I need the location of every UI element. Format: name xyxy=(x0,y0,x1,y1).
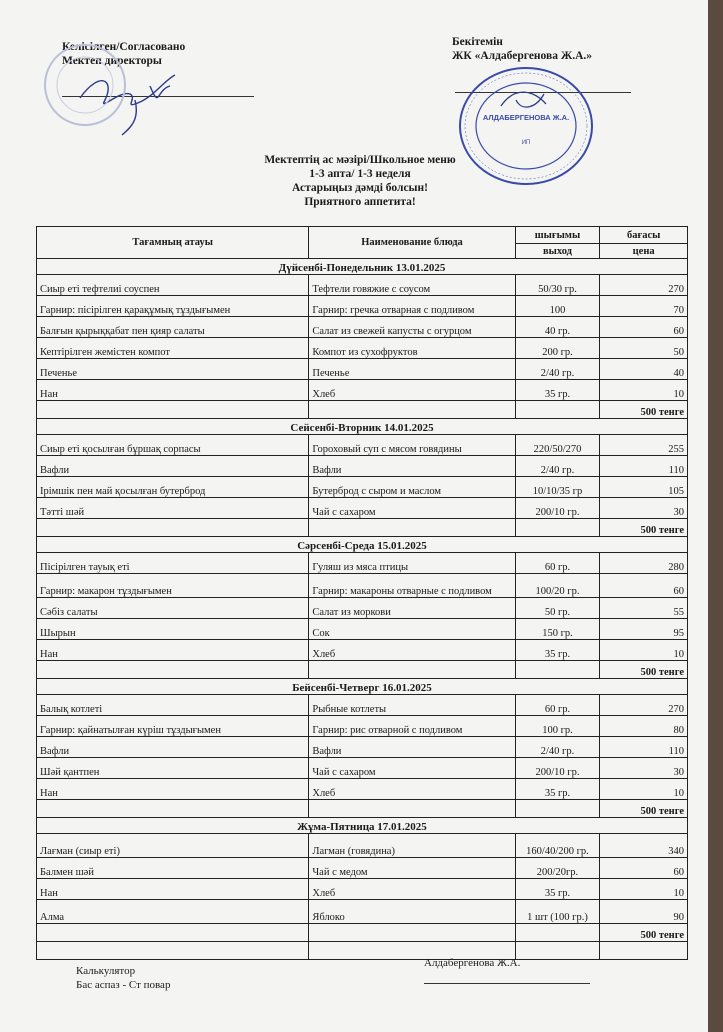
empty-cell xyxy=(37,519,309,537)
dish-name-ru: Салат из свежей капусты с огурцом xyxy=(309,317,515,338)
menu-table xyxy=(36,226,688,960)
header-price-ru: цена xyxy=(600,244,688,259)
dish-name-kz: Нан xyxy=(37,779,309,800)
empty-cell xyxy=(309,924,515,942)
dish-name-kz: Балғын қырыққабат пен қияр салаты xyxy=(37,317,309,338)
dish-yield: 10/10/35 гр xyxy=(515,477,600,498)
menu-item-row xyxy=(37,619,688,640)
menu-item-row xyxy=(37,879,688,900)
dish-yield: 200/20гр. xyxy=(515,858,600,879)
menu-item-row xyxy=(37,456,688,477)
day-total: 500 тенге xyxy=(600,800,688,818)
dish-name-ru: Лагман (говядина) xyxy=(309,834,515,858)
dish-name-kz: Шәй қантпен xyxy=(37,758,309,779)
header-yield-kz: шығымы xyxy=(515,227,600,244)
dish-name-ru: Сок xyxy=(309,619,515,640)
day-header-row xyxy=(37,818,688,834)
dish-price: 10 xyxy=(600,380,688,401)
dish-name-kz: Гарнир: пісірілген қарақұмық тұздығымен xyxy=(37,296,309,317)
dish-yield: 50 гр. xyxy=(515,598,600,619)
menu-item-row xyxy=(37,553,688,574)
dish-name-kz: Алма xyxy=(37,900,309,924)
day-title: Бейсенбі-Четверг 16.01.2025 xyxy=(37,679,688,695)
dish-name-kz: Нан xyxy=(37,879,309,900)
dish-name-kz: Кептірілген жемістен компот xyxy=(37,338,309,359)
header-yield-ru: выход xyxy=(515,244,600,259)
menu-item-row xyxy=(37,779,688,800)
dish-price: 110 xyxy=(600,456,688,477)
dish-price: 60 xyxy=(600,858,688,879)
day-total-row xyxy=(37,519,688,537)
dish-name-kz: Сәбіз салаты xyxy=(37,598,309,619)
dish-yield: 2/40 гр. xyxy=(515,737,600,758)
menu-item-row xyxy=(37,359,688,380)
dish-name-kz: Вафли xyxy=(37,737,309,758)
dish-name-kz: Печенье xyxy=(37,359,309,380)
empty-cell xyxy=(515,401,600,419)
footer-signature-line xyxy=(424,983,590,984)
dish-name-ru: Чай с сахаром xyxy=(309,498,515,519)
dish-name-kz: Ірімшік пен май қосылған бутерброд xyxy=(37,477,309,498)
empty-cell xyxy=(37,401,309,419)
dish-price: 60 xyxy=(600,574,688,598)
dish-name-kz: Тәтті шәй xyxy=(37,498,309,519)
dish-name-ru: Вафли xyxy=(309,456,515,477)
day-header-row xyxy=(37,679,688,695)
dish-yield: 160/40/200 гр. xyxy=(515,834,600,858)
title-line-4: Приятного аппетита! xyxy=(304,196,416,208)
menu-item-row xyxy=(37,338,688,359)
empty-cell xyxy=(309,800,515,818)
day-total: 500 тенге xyxy=(600,924,688,942)
day-header-row xyxy=(37,259,688,275)
dish-price: 50 xyxy=(600,338,688,359)
dish-price: 10 xyxy=(600,879,688,900)
title-line-2: 1-3 апта/ 1-3 неделя xyxy=(309,168,411,180)
dish-name-ru: Компот из сухофруктов xyxy=(309,338,515,359)
day-total-row xyxy=(37,661,688,679)
empty-cell xyxy=(515,924,600,942)
dish-name-ru: Чай с сахаром xyxy=(309,758,515,779)
dish-name-kz: Балық котлеті xyxy=(37,695,309,716)
menu-item-row xyxy=(37,834,688,858)
empty-cell xyxy=(600,942,688,960)
menu-item-row xyxy=(37,435,688,456)
stamp-center-name: АЛДАБЕРГЕНОВА Ж.А. xyxy=(482,113,570,122)
day-total: 500 тенге xyxy=(600,519,688,537)
dish-yield: 40 гр. xyxy=(515,317,600,338)
entrepreneur-label: ЖК «Алдабергенова Ж.А.» xyxy=(452,50,593,62)
empty-cell xyxy=(515,519,600,537)
menu-item-row xyxy=(37,498,688,519)
dish-name-ru: Хлеб xyxy=(309,879,515,900)
dish-price: 30 xyxy=(600,758,688,779)
dish-price: 255 xyxy=(600,435,688,456)
title-line-3: Астарыңыз дәмді болсын! xyxy=(292,182,428,194)
agreed-label: Келісілген/Согласовано xyxy=(62,41,186,53)
dish-yield: 35 гр. xyxy=(515,380,600,401)
dish-price: 30 xyxy=(600,498,688,519)
dish-yield: 60 гр. xyxy=(515,695,600,716)
dish-yield: 150 гр. xyxy=(515,619,600,640)
menu-item-row xyxy=(37,900,688,924)
dish-yield: 2/40 гр. xyxy=(515,456,600,477)
dish-name-kz: Сиыр еті қосылған бұршақ сорпасы xyxy=(37,435,309,456)
dish-name-kz: Нан xyxy=(37,380,309,401)
menu-item-row xyxy=(37,317,688,338)
empty-cell xyxy=(309,661,515,679)
dish-name-kz: Гарнир: қайнатылған күріш тұздығымен xyxy=(37,716,309,737)
dish-price: 70 xyxy=(600,296,688,317)
faded-stamp-left xyxy=(40,40,130,130)
dish-name-kz: Нан xyxy=(37,640,309,661)
menu-item-row xyxy=(37,858,688,879)
approval-block-right xyxy=(452,35,592,63)
stamp-small-text: ИП xyxy=(521,140,531,146)
dish-name-kz: Вафли xyxy=(37,456,309,477)
dish-yield: 100/20 гр. xyxy=(515,574,600,598)
dish-name-kz: Лағман (сиыр еті) xyxy=(37,834,309,858)
dish-price: 10 xyxy=(600,779,688,800)
dish-yield: 35 гр. xyxy=(515,779,600,800)
dish-name-ru: Гарнир: макароны отварные с подливом xyxy=(309,574,515,598)
approve-label: Бекітемін xyxy=(452,36,503,48)
dish-price: 95 xyxy=(600,619,688,640)
dish-name-kz: Шырын xyxy=(37,619,309,640)
dish-price: 270 xyxy=(600,275,688,296)
dish-name-ru: Хлеб xyxy=(309,380,515,401)
background-edge xyxy=(708,0,723,1032)
menu-item-row xyxy=(37,758,688,779)
dish-price: 340 xyxy=(600,834,688,858)
empty-row xyxy=(37,942,688,960)
empty-cell xyxy=(515,942,600,960)
dish-name-ru: Бутерброд с сыром и маслом xyxy=(309,477,515,498)
dish-price: 90 xyxy=(600,900,688,924)
empty-cell xyxy=(309,519,515,537)
dish-price: 55 xyxy=(600,598,688,619)
dish-yield: 220/50/270 xyxy=(515,435,600,456)
dish-price: 10 xyxy=(600,640,688,661)
dish-yield: 100 гр. xyxy=(515,716,600,737)
dish-price: 110 xyxy=(600,737,688,758)
dish-name-kz: Гарнир: макарон тұздығымен xyxy=(37,574,309,598)
day-title: Дүйсенбі-Понедельник 13.01.2025 xyxy=(37,259,688,275)
empty-cell xyxy=(37,661,309,679)
title-line-1: Мектептің ас мәзірі/Школьное меню xyxy=(264,154,456,166)
menu-item-row xyxy=(37,598,688,619)
dish-name-ru: Хлеб xyxy=(309,640,515,661)
menu-item-row xyxy=(37,275,688,296)
day-total: 500 тенге xyxy=(600,401,688,419)
day-total-row xyxy=(37,401,688,419)
dish-yield: 200/10 гр. xyxy=(515,758,600,779)
dish-name-ru: Тефтели говяжие с соусом xyxy=(309,275,515,296)
dish-yield: 1 шт (100 гр.) xyxy=(515,900,600,924)
empty-cell xyxy=(309,401,515,419)
footer-chef-name: Алдабергенова Ж.А. xyxy=(424,957,521,969)
menu-item-row xyxy=(37,380,688,401)
day-title: Сейсенбі-Вторник 14.01.2025 xyxy=(37,419,688,435)
day-header-row xyxy=(37,419,688,435)
menu-item-row xyxy=(37,716,688,737)
dish-yield: 200 гр. xyxy=(515,338,600,359)
dish-yield: 50/30 гр. xyxy=(515,275,600,296)
dish-name-ru: Чай с медом xyxy=(309,858,515,879)
menu-body xyxy=(37,259,688,960)
day-header-row xyxy=(37,537,688,553)
menu-title xyxy=(200,153,520,209)
menu-item-row xyxy=(37,737,688,758)
dish-name-ru: Печенье xyxy=(309,359,515,380)
director-label: Мектеп директоры xyxy=(62,55,162,67)
empty-cell xyxy=(37,924,309,942)
dish-name-ru: Вафли xyxy=(309,737,515,758)
day-total-row xyxy=(37,924,688,942)
footer-left xyxy=(76,964,170,992)
menu-item-row xyxy=(37,296,688,317)
dish-name-kz: Балмен шәй xyxy=(37,858,309,879)
empty-cell xyxy=(515,661,600,679)
dish-yield: 2/40 гр. xyxy=(515,359,600,380)
dish-yield: 35 гр. xyxy=(515,879,600,900)
dish-name-ru: Салат из моркови xyxy=(309,598,515,619)
dish-name-ru: Гуляш из мяса птицы xyxy=(309,553,515,574)
dish-yield: 100 xyxy=(515,296,600,317)
empty-cell xyxy=(37,942,309,960)
menu-item-row xyxy=(37,695,688,716)
header-name-kz: Тағамның атауы xyxy=(37,227,309,259)
empty-cell xyxy=(515,800,600,818)
day-total: 500 тенге xyxy=(600,661,688,679)
dish-name-kz: Сиыр еті тефтелиі соуспен xyxy=(37,275,309,296)
dish-price: 40 xyxy=(600,359,688,380)
dish-name-ru: Яблоко xyxy=(309,900,515,924)
dish-name-ru: Гарнир: гречка отварная с подливом xyxy=(309,296,515,317)
dish-price: 280 xyxy=(600,553,688,574)
chef-label: Бас аспаз - Ст повар xyxy=(76,979,171,991)
dish-name-ru: Хлеб xyxy=(309,779,515,800)
header-price-kz: бағасы xyxy=(600,227,688,244)
dish-price: 270 xyxy=(600,695,688,716)
day-total-row xyxy=(37,800,688,818)
header-name-ru: Наименование блюда xyxy=(309,227,515,259)
dish-yield: 60 гр. xyxy=(515,553,600,574)
menu-item-row xyxy=(37,477,688,498)
menu-item-row xyxy=(37,640,688,661)
day-title: Сәрсенбі-Среда 15.01.2025 xyxy=(37,537,688,553)
menu-item-row xyxy=(37,574,688,598)
dish-name-kz: Пісірілген тауық еті xyxy=(37,553,309,574)
dish-price: 105 xyxy=(600,477,688,498)
dish-price: 60 xyxy=(600,317,688,338)
dish-price: 80 xyxy=(600,716,688,737)
day-title: Жұма-Пятница 17.01.2025 xyxy=(37,818,688,834)
dish-yield: 200/10 гр. xyxy=(515,498,600,519)
calculator-label: Калькулятор xyxy=(76,965,136,977)
dish-name-ru: Гарнир: рис отварной с подливом xyxy=(309,716,515,737)
empty-cell xyxy=(37,800,309,818)
dish-name-ru: Рыбные котлеты xyxy=(309,695,515,716)
dish-yield: 35 гр. xyxy=(515,640,600,661)
dish-name-ru: Гороховый суп с мясом говядины xyxy=(309,435,515,456)
